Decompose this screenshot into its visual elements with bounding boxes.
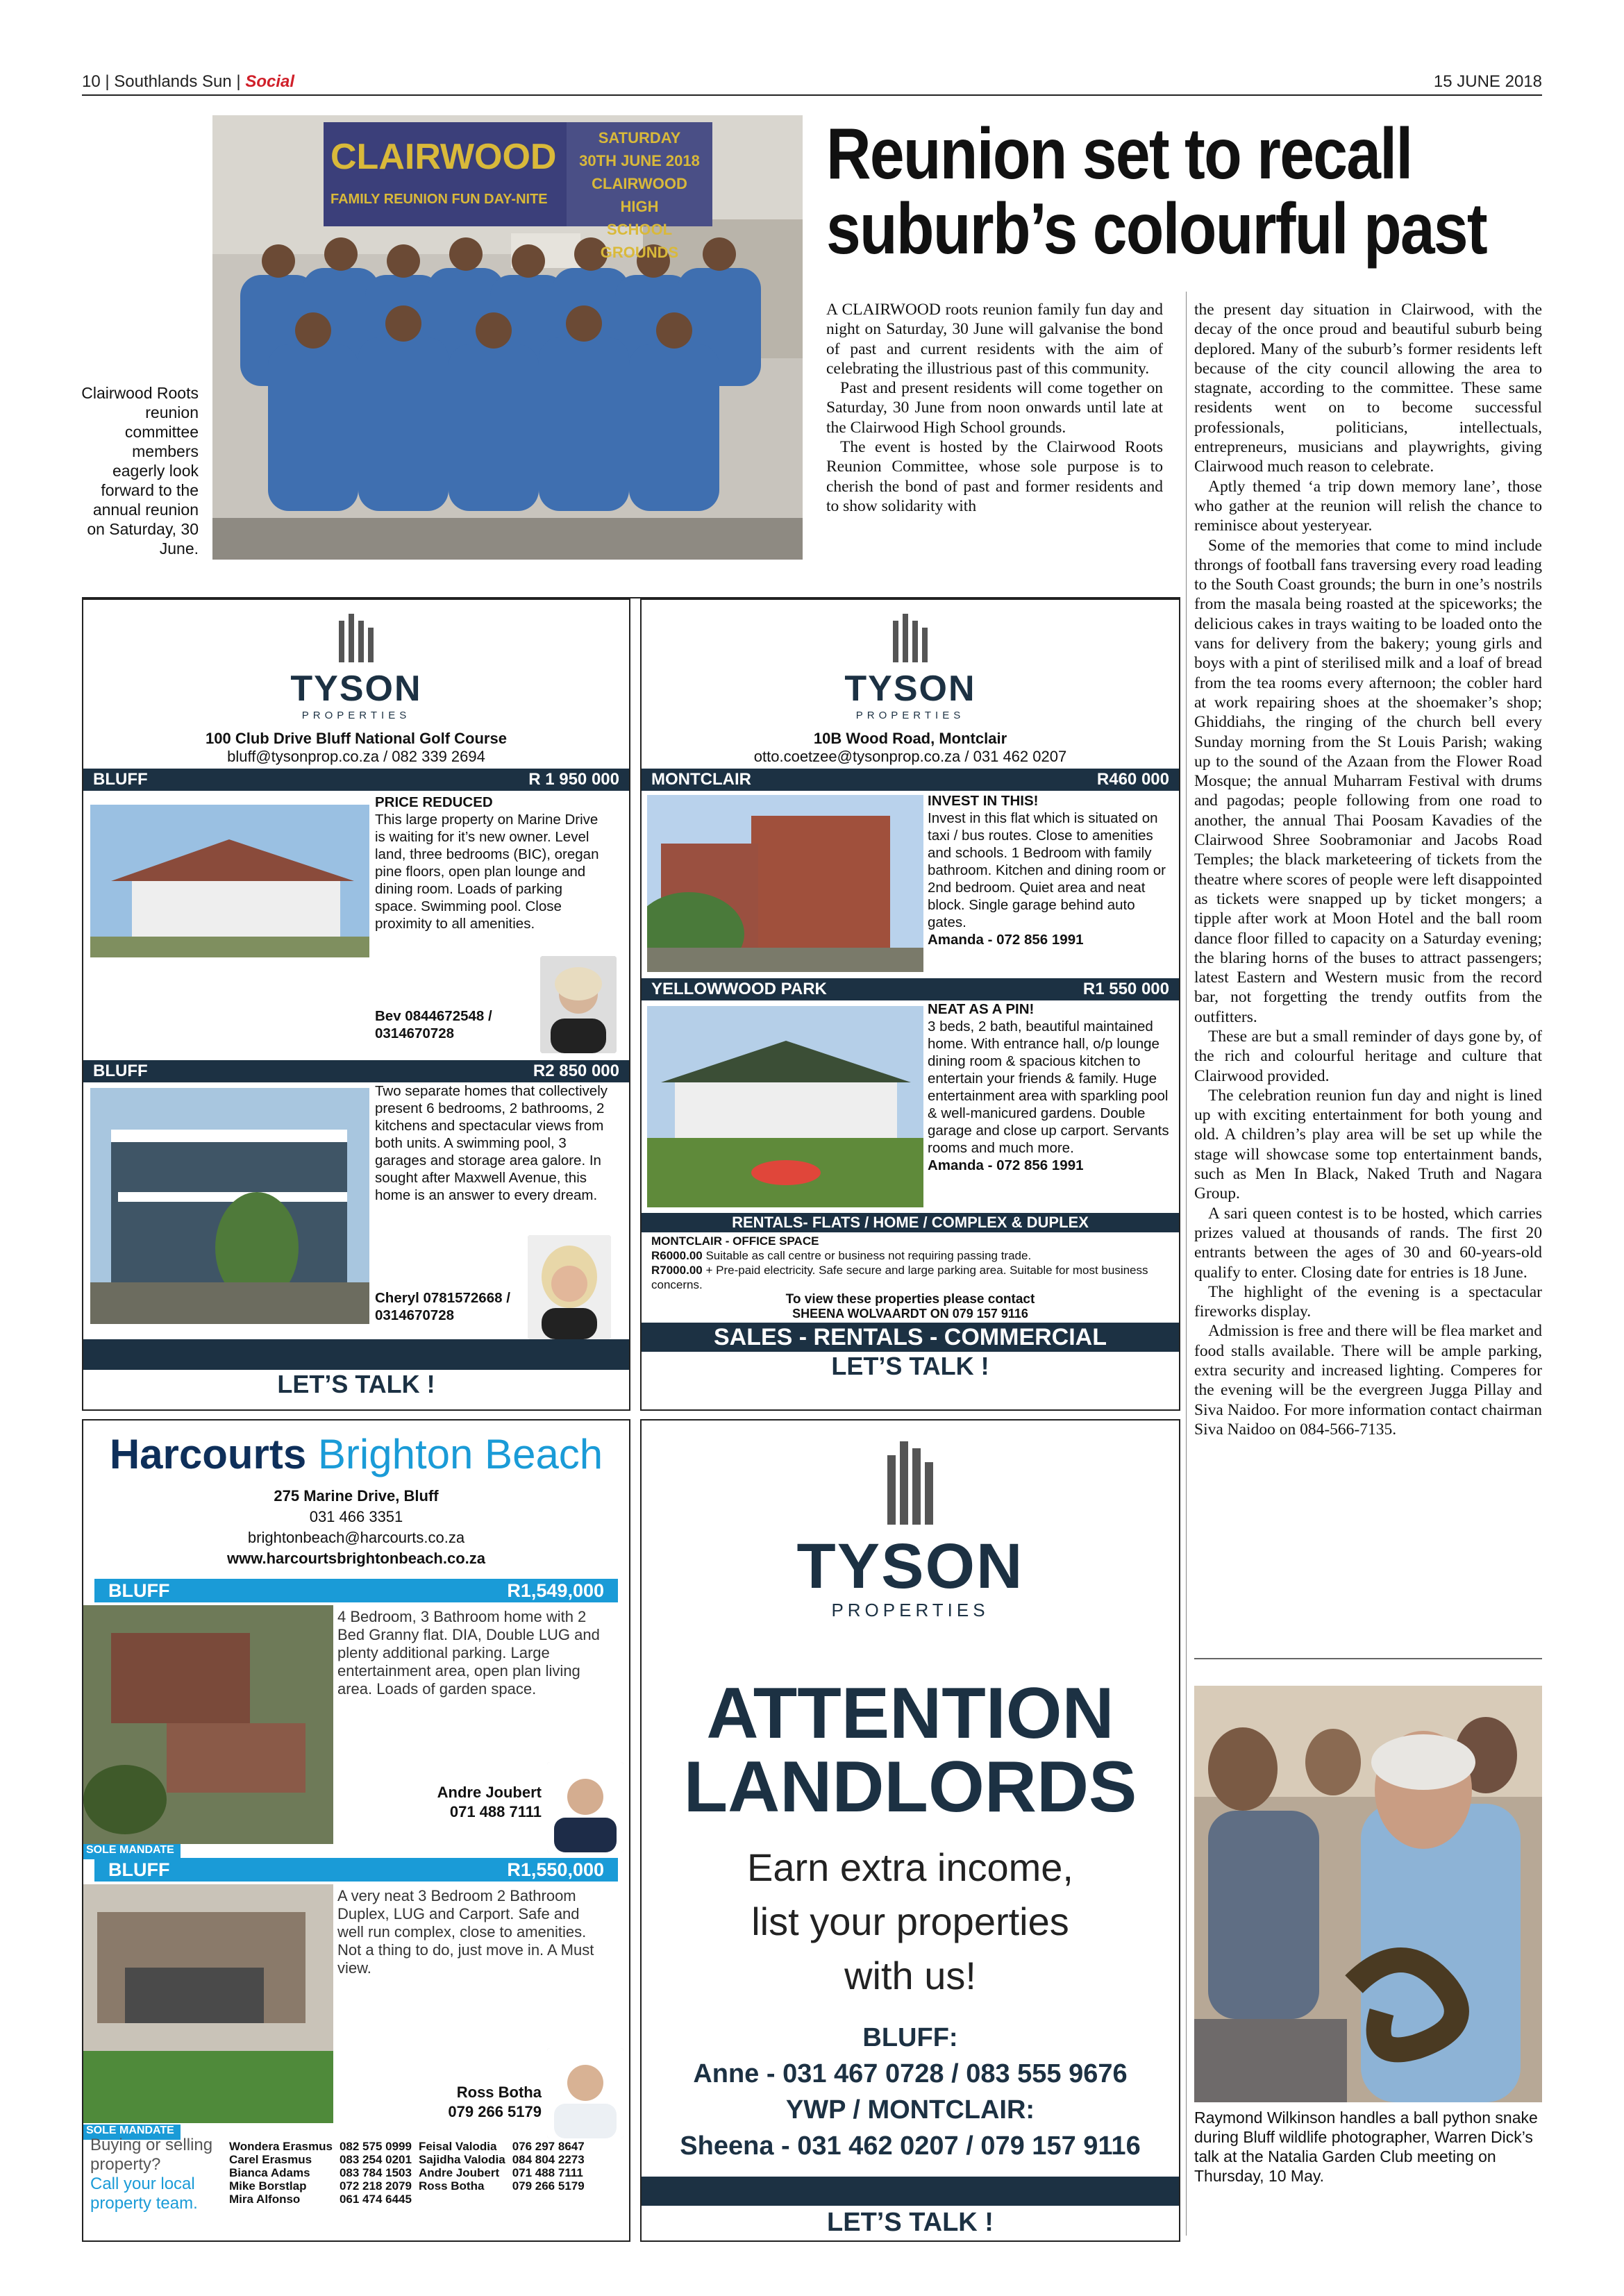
listing-1-photo	[90, 805, 369, 957]
listing-1-agent: Bev 0844672548 / 0314670728	[375, 1008, 492, 1041]
tyson-logo-sub: PROPERTIES	[855, 710, 965, 721]
listing-1-desc	[928, 792, 1172, 948]
subheading-line-1: Earn extra income,	[747, 1845, 1073, 1889]
listing-1-agent: Amanda - 072 856 1991	[928, 932, 1084, 948]
listing-price: R2 850 000	[533, 1062, 619, 1080]
listing-area: BLUFF	[108, 1859, 170, 1880]
tyson-montclair-ad	[640, 598, 1180, 1411]
listing-1-agent	[410, 1783, 542, 1822]
listing-area: BLUFF	[93, 770, 148, 789]
listing-2-agent	[410, 2083, 542, 2122]
team-phone: 076 297 8647	[512, 2140, 585, 2153]
sole-mandate-tag: SOLE MANDATE	[83, 2125, 181, 2140]
listing-area: BLUFF	[93, 1062, 148, 1080]
tyson-logo-sub: PROPERTIES	[831, 1600, 989, 1620]
house-photo-art	[647, 1006, 923, 1207]
office-space-1-text: Suitable as call centre or business not requiring passing trade.	[705, 1249, 1032, 1262]
harcourts-contact	[83, 1486, 629, 1569]
harcourts-phone: 031 466 3351	[309, 1508, 403, 1525]
team-names-2	[419, 2140, 505, 2206]
listing-price: R1,549,000	[507, 1579, 604, 1601]
team-names-1	[229, 2140, 333, 2206]
footer-call: Call your local property team.	[90, 2175, 198, 2213]
listing-bar	[94, 1579, 618, 1602]
lets-talk-cta: LET’S TALK !	[831, 1352, 989, 1380]
office-contact: bluff@tysonprop.co.za / 082 339 2694	[227, 748, 485, 765]
listing-1-head: INVEST IN THIS!	[928, 793, 1039, 809]
listing-1-text: Invest in this flat which is situated on taxi / bus routes. Close to amenities and schools. 1 Bedroom with family bathroom. Kitchen and dining room or 2nd bedroom. Quiet area and neat block. Single garage behind auto gates.	[928, 810, 1166, 930]
article-end-rule	[1194, 1658, 1542, 1659]
agent-portrait	[528, 1235, 611, 1339]
harcourts-logo	[83, 1432, 629, 1477]
tyson-logo-sub: PROPERTIES	[301, 710, 411, 721]
duplex-photo-art	[83, 1884, 333, 2123]
agent-portrait	[547, 1762, 623, 1852]
listing-1	[83, 791, 629, 1060]
agent-portrait	[547, 2048, 623, 2138]
banner-date: 30TH JUNE 2018	[579, 152, 700, 169]
harcourts-footer-text	[90, 2136, 215, 2213]
office-space-1	[651, 1248, 1169, 1263]
agent-photo-art	[547, 1762, 623, 1852]
office-space-2-text: + Pre-paid electricity. Safe secure and large parking area. Suitable for most business concerns.	[651, 1264, 1148, 1291]
ad-footer-bar	[83, 1339, 629, 1370]
rentals-bar: RENTALS- FLATS / HOME / COMPLEX & DUPLEX	[642, 1213, 1179, 1232]
office-address: 10B Wood Road, Montclair	[813, 730, 1007, 747]
lets-talk-cta: LET’S TALK !	[277, 1370, 435, 1398]
article-column-1	[826, 300, 1163, 516]
team-member: Ross Botha	[418, 2179, 485, 2193]
tyson-logo-mark	[642, 614, 1179, 662]
snake-photo-caption: Raymond Wilkinson handles a ball python snake during Bluff wildlife photographer, Warren Dick’s talk at the Natalia Garden Club meeting on Thursday, 10 May.	[1194, 2109, 1538, 2185]
listing-bar	[94, 1858, 618, 1882]
landlords-contacts	[642, 2020, 1179, 2164]
listing-2-photo	[90, 1088, 369, 1324]
flat-photo-art	[647, 795, 923, 972]
team-list	[229, 2140, 604, 2206]
team-member: Feisal Valodia	[418, 2140, 497, 2153]
page-date: 15 JUNE 2018	[1433, 72, 1542, 91]
listing-bar	[83, 1060, 629, 1082]
team-member: Sajidha Valodia	[418, 2153, 505, 2166]
header-rule	[82, 94, 1542, 96]
team-phone: 083 254 0201	[339, 2153, 412, 2166]
reunion-photo-art	[212, 115, 803, 560]
harcourts-brand: Harcourts	[109, 1431, 307, 1477]
team-phone: 082 575 0999	[339, 2140, 412, 2153]
team-phone: 072 218 2079	[339, 2179, 412, 2193]
harcourts-address: 275 Marine Drive, Bluff	[274, 1487, 439, 1505]
agent-phone: 071 488 7111	[449, 1803, 542, 1820]
banner-venue-2: SCHOOL GROUNDS	[600, 221, 679, 261]
office-space-2	[651, 1263, 1169, 1292]
listing-price: R1,550,000	[507, 1859, 604, 1880]
listing-2	[642, 1000, 1179, 1213]
team-member: Carel Erasmus	[229, 2153, 312, 2166]
agent-phone: 079 266 5179	[448, 2103, 542, 2120]
page-number: 10	[82, 72, 101, 91]
harcourts-web: www.harcourtsbrightonbeach.co.za	[226, 1550, 485, 1567]
article-paragraph: the present day situation in Clairwood, with the decay of the once proud and beautiful suburb being deplored. Many of the suburb’s former residents left because of the city council allowing the area to stagnate, according to the committee. These same residents went on to become successful professionals, politicians, intellectuals, entrepreneurs, musicians and playwrights, giving Clairwood much reason to celebrate.	[1194, 301, 1542, 476]
agent-photo-art	[547, 2048, 623, 2138]
agent-photo-art	[528, 1235, 611, 1339]
team-phone: 061 474 6445	[339, 2193, 412, 2206]
sales-rentals-bar: SALES - RENTALS - COMMERCIAL	[642, 1323, 1179, 1352]
sole-mandate-tag: SOLE MANDATE	[83, 1844, 181, 1859]
office-contact: otto.coetzee@tysonprop.co.za / 031 462 0207	[753, 748, 1067, 765]
article-headline-line2: suburb’s colourful past	[826, 189, 1487, 269]
listing-1-photo	[83, 1605, 333, 1844]
area-ywp-montclair: YWP / MONTCLAIR:	[785, 2095, 1035, 2125]
footer-question: Buying or selling property?	[90, 2136, 213, 2174]
listing-2-text: Two separate homes that collectively present 6 bedrooms, 2 bathrooms, 2 kitchens and spectacular views from both units. A swimming pool, 3 garages and storage area galore. In sought after Maxwell Avenue, this home is an answer to every dream.	[375, 1083, 608, 1203]
listing-bar	[642, 769, 1179, 791]
banner-title: CLAIRWOOD	[330, 137, 557, 177]
house-photo-art	[90, 1088, 369, 1324]
listing-price: R460 000	[1096, 770, 1169, 789]
tyson-logo-mark	[83, 614, 629, 662]
snake-photo-art	[1194, 1686, 1542, 2102]
listing-1	[642, 791, 1179, 978]
contact-sheena: Sheena - 031 462 0207 / 079 157 9116	[680, 2131, 1141, 2161]
office-address: 100 Club Drive Bluff National Golf Course	[206, 730, 507, 747]
reunion-committee-photo	[212, 115, 803, 560]
listing-price: R 1 950 000	[528, 770, 619, 789]
listing-bar	[642, 978, 1179, 1000]
paper-name: Southlands Sun	[114, 72, 232, 91]
listing-price: R1 550 000	[1082, 980, 1169, 998]
top-photo-caption: Clairwood Roots reunion committee members eagerly look forward to the annual reunion on Saturday, 30 June.	[81, 384, 199, 558]
office-space-1-price: R6000.00	[651, 1249, 703, 1262]
section-name: Social	[245, 72, 295, 91]
tyson-logo-text: TYSON	[290, 669, 422, 709]
article-paragraph: The event is hosted by the Clairwood Roots Reunion Committee, whose sole purpose is to cherish the bond of past and former residents and to show solidarity with	[826, 438, 1163, 515]
listing-2-agent: Amanda - 072 856 1991	[928, 1157, 1084, 1173]
team-phones-1	[340, 2140, 412, 2206]
listing-2-photo	[83, 1884, 333, 2123]
article-paragraph: Some of the memories that come to mind include throngs of football fans traversing every road leading to the South Coast grounds; the burn in one’s nostrils from the masala being roasted at the spiceworks; the delicious cakes in trays waiting to be loaded onto the vans for delivery from the bakery; young girls and boys with a pint of sterilised milk and a loaf of bread from the tea rooms every afternoon; the cobler hard at work repairing shoes at the shoemaker’s shop; Ghiddiahs, the ringing of the church bell every Sunday morning from the St Louis Parish; waking up to the sound of the Azaan from the Flower Road Mosque; the annual Muharram Festival with drums and pagodas; people following from one road to another, the annual Thai Poosam Kavadies of the Clairwood Shree Soobramoniar and Jacobs Road Temples; the black marketeering of tickets from the theatre where scores of people were left disappointed as tickets were snapped up by ticket mongers; a tipple after work at Moon Hotel and the ball room dance floor filled to capacity on a Saturday evening; the blaring horns of the buses to attract passengers; latest Eastern and Western music from the record bar, not forgetting the trendy outfits from the outfitters.	[1194, 536, 1542, 1026]
article-paragraph: The highlight of the evening is a spectacular fireworks display.	[1194, 1282, 1542, 1321]
agent-name: Andre Joubert	[437, 1784, 542, 1801]
listing-2-desc	[928, 1000, 1172, 1174]
office-space-2-price: R7000.00	[651, 1264, 703, 1277]
snake-photo	[1194, 1686, 1542, 2102]
listing-2-text: A very neat 3 Bedroom 2 Bathroom Duplex, LUG and Carport. Safe and well run complex, close to amenities. Not a thing to do, just move in. A Must view.	[337, 1887, 594, 1977]
team-member: Bianca Adams	[229, 2166, 310, 2179]
article-paragraph: Aptly themed ‘a trip down memory lane’, those who gather at the reunion will relish the chance to reminisce about yesteryear.	[1194, 477, 1542, 535]
article-headline-line1: Reunion set to recall	[826, 114, 1412, 194]
listing-1-head: PRICE REDUCED	[375, 794, 493, 810]
listing-area: YELLOWWOOD PARK	[651, 980, 827, 998]
landlords-subheading	[642, 1841, 1179, 2003]
listing-1-text: This large property on Marine Drive is waiting for it’s new owner. Level land, three bedrooms (BIC), oregan pine floors, open plan lounge and dining room. Loads of parking space. Swimming pool. Close proximity to all amenities.	[375, 812, 599, 932]
tyson-logo-text: TYSON	[796, 1531, 1024, 1602]
page-header-left: 10 | Southlands Sun | Social	[82, 72, 295, 91]
listing-2-agent: Cheryl 0781572668 / 0314670728	[375, 1290, 510, 1323]
tyson-bluff-ad	[82, 598, 630, 1411]
banner-venue-1: CLAIRWOOD HIGH	[592, 175, 687, 215]
attention-heading	[642, 1673, 1179, 1827]
article-paragraph: The celebration reunion fun day and night is lined up with exciting entertainment for both young and old. A children’s play area will be set up while the stage will showcase some top entertainment bands, such as Men In Black, Naked Truth and Nagara Group.	[1194, 1086, 1542, 1203]
team-phones-2	[512, 2140, 585, 2206]
team-member: Mike Borstlap	[229, 2179, 307, 2193]
team-phone: 079 266 5179	[512, 2179, 585, 2193]
article-paragraph: These are but a small reminder of days gone by, of the rich and colourful heritage and culture that Clairwood provided.	[1194, 1027, 1542, 1085]
listing-2	[83, 1882, 629, 2140]
harcourts-email: brightonbeach@harcourts.co.za	[247, 1529, 465, 1546]
team-member: Andre Joubert	[418, 2166, 500, 2179]
agent-photo-art	[540, 956, 617, 1053]
heading-line-1: ATTENTION	[706, 1673, 1114, 1754]
sheena-contact-line: SHEENA WOLVAARDT ON 079 157 9116	[792, 1307, 1028, 1321]
office-space-head: MONTCLAIR - OFFICE SPACE	[651, 1234, 819, 1248]
listing-2	[83, 1082, 629, 1339]
listing-2-text: 3 beds, 2 bath, beautiful maintained home. With entrance hall, o/p lounge dining room & spacious kitchen to entertain your friends & family. Huge entertainment area with sparkling pool & well-manicured gardens. Double garage and close up carport. Servants rooms and much more.	[928, 1019, 1169, 1156]
house-photo-art	[90, 805, 369, 957]
listing-area: BLUFF	[108, 1579, 170, 1601]
team-phone: 084 804 2273	[512, 2153, 585, 2166]
article-paragraph: Admission is free and there will be flea market and food stalls available. There will be ample parking, extra security and increased lighting. Comperes for the evening will be the evergreen Jugga Pillay and Siva Naidoo. For more information contact chairman Siva Naidoo on 084-566-7135.	[1194, 1322, 1542, 1439]
harcourts-ad	[82, 1419, 630, 2242]
office-space-block	[642, 1232, 1179, 1323]
ad-footer-bar	[642, 2177, 1179, 2206]
article-column-2	[1194, 300, 1542, 1439]
team-member: Wondera Erasmus	[229, 2140, 333, 2153]
banner-subtitle: FAMILY REUNION FUN DAY-NITE	[330, 192, 548, 207]
agent-name: Ross Botha	[456, 2084, 542, 2101]
listing-area: MONTCLAIR	[651, 770, 751, 789]
subheading-line-2: list your properties	[751, 1900, 1069, 1943]
listing-1-text: 4 Bedroom, 3 Bathroom home with 2 Bed Granny flat. DIA, Double LUG and plenty additional parking. Large entertainment area, open plan living area. Loads of garden space.	[337, 1608, 600, 1698]
team-member: Mira Alfonso	[229, 2193, 301, 2206]
aerial-photo-art	[83, 1605, 333, 1844]
banner-details	[577, 126, 702, 264]
harcourts-branch: Brighton Beach	[317, 1431, 603, 1477]
team-phone: 071 488 7111	[512, 2166, 583, 2179]
article-paragraph: A sari queen contest is to be hosted, which carries prizes valued at thousands of rands. The first 20 entrants between the ages of 30 and 60-years-old qualify to enter. Closing date for entries is 18 June.	[1194, 1204, 1542, 1282]
agent-portrait	[540, 956, 617, 1053]
subheading-line-3: with us!	[844, 1954, 976, 1997]
tyson-logo-mark	[642, 1441, 1179, 1525]
listing-1-desc	[375, 794, 604, 932]
banner-day: SATURDAY	[598, 129, 681, 146]
team-phone: 083 784 1503	[339, 2166, 412, 2179]
listing-1-photo	[647, 795, 923, 972]
tyson-logo-text: TYSON	[844, 669, 976, 709]
area-bluff: BLUFF:	[862, 2023, 958, 2052]
heading-line-2: LANDLORDS	[683, 1747, 1137, 1827]
contact-anne: Anne - 031 467 0728 / 083 555 9676	[693, 2059, 1128, 2088]
view-contact-line: To view these properties please contact	[785, 1292, 1035, 1307]
listing-1	[83, 1602, 629, 1854]
tyson-landlords-ad	[640, 1419, 1180, 2242]
column-divider	[1186, 292, 1187, 2236]
listing-bar	[83, 769, 629, 791]
article-paragraph: Past and present residents will come together on Saturday, 30 June from noon onwards until late at the Clairwood High School grounds.	[826, 379, 1163, 437]
lets-talk-cta: LET’S TALK !	[827, 2208, 994, 2237]
article-paragraph: A CLAIRWOOD roots reunion family fun day and night on Saturday, 30 June will galvanise the bond of past and current residents with the aim of celebrating the illustrious past of this community.	[826, 301, 1163, 378]
listing-2-head: NEAT AS A PIN!	[928, 1001, 1035, 1017]
listing-2-photo	[647, 1006, 923, 1207]
